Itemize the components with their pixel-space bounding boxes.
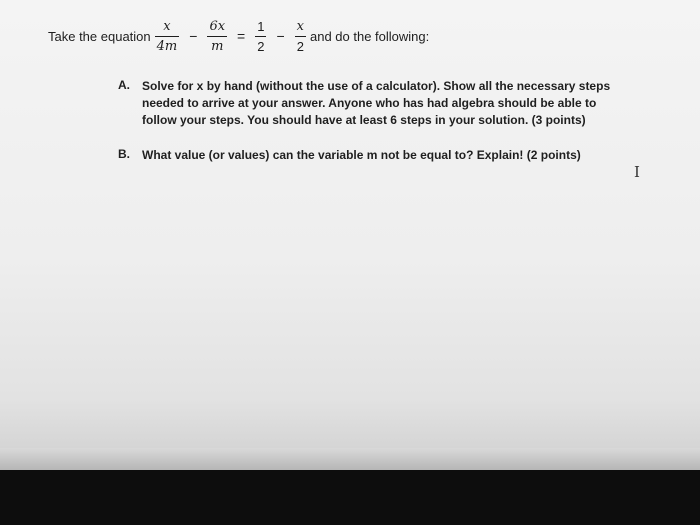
fraction-term-3 [255, 19, 266, 54]
fraction-term-4 [295, 19, 306, 54]
part-letter: B. [118, 147, 130, 161]
screen-bezel [0, 470, 700, 525]
fraction-bar [295, 36, 306, 37]
fraction-term-2 [207, 19, 227, 54]
text-cursor-icon: I [634, 163, 640, 181]
minus-operator: − [276, 28, 285, 44]
intro-text: Take the equation [48, 28, 151, 44]
fraction-bar [207, 36, 227, 37]
denominator: 4m [156, 38, 178, 54]
numerator: 1 [257, 18, 265, 34]
part-text: What value (or values) can the variable m not be equal to? Explain! (2 points) [142, 148, 581, 162]
part-text: Solve for x by hand (without the use of a calculator). Show all the necessary steps needed to arrive at your answer. Anyone who has had algebra should be able to follow your steps. You should have at least 6 steps in your solution. (3 points) [142, 79, 611, 127]
numerator: x [163, 18, 171, 34]
denominator: 2 [296, 38, 304, 54]
equals-operator: = [237, 28, 246, 44]
question-parts [118, 78, 628, 182]
minus-operator: − [189, 28, 198, 44]
question-part-a [118, 78, 628, 129]
fraction-bar [155, 36, 180, 37]
part-letter: A. [118, 78, 130, 92]
equation-line [48, 14, 429, 58]
fraction-bar [255, 36, 266, 37]
numerator: x [296, 18, 304, 34]
question-part-b [118, 147, 628, 164]
fraction-term-1 [155, 19, 180, 54]
denominator: m [211, 38, 224, 54]
denominator: 2 [257, 38, 265, 54]
outro-text: and do the following: [310, 28, 430, 44]
numerator: 6x [209, 18, 226, 34]
